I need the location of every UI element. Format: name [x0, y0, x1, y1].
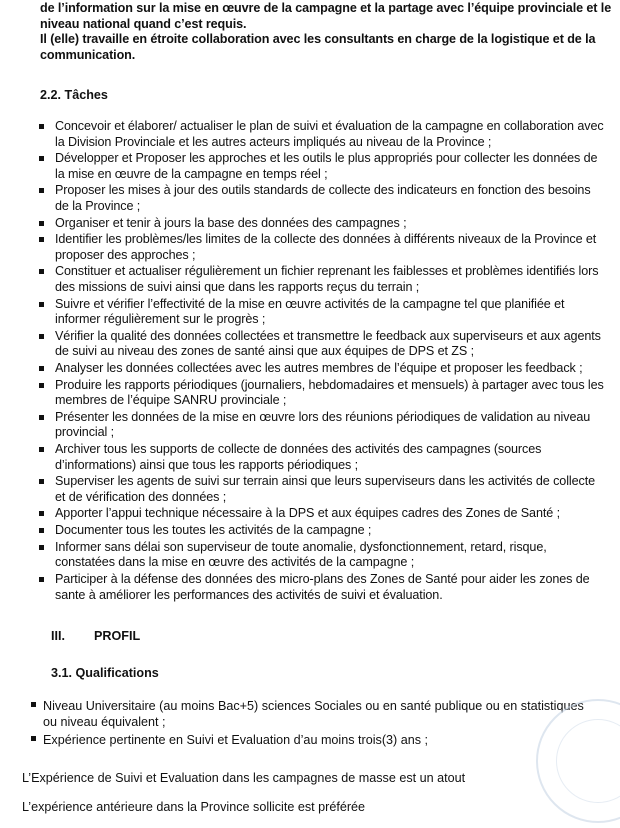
- stamp-ring: [556, 719, 620, 803]
- intro-paragraph: [40, 1, 612, 63]
- bullet-icon: [31, 736, 36, 741]
- qualification-item: Niveau Universitaire (au moins Bac+5) sciences Sociales ou en santé publique ou en statistiques ou niveau équivalent ;: [31, 698, 601, 730]
- task-item: Documenter tous les toutes les activités de la campagne ;: [37, 523, 607, 539]
- bullet-icon: [39, 334, 44, 339]
- bullet-icon: [39, 302, 44, 307]
- task-item: Apporter l’appui technique nécessaire à la DPS et aux équipes cadres des Zones de Santé ;: [37, 506, 607, 522]
- profil-heading: PROFIL: [94, 629, 141, 643]
- task-item: Suivre et vérifier l’effectivité de la mise en œuvre activités de la campagne tel que planifiée et informer régulièrement sur le progrès ;: [37, 297, 607, 328]
- bullet-icon: [39, 124, 44, 129]
- bullet-icon: [39, 188, 44, 193]
- task-item: Développer et Proposer les approches et les outils le plus appropriés pour collecter les données de la mise en œuvre de la campagne en temps réel ;: [37, 151, 607, 182]
- bullet-icon: [39, 415, 44, 420]
- task-item: Superviser les agents de suivi sur terrain ainsi que leurs superviseurs dans les activités de collecte et de vérification des données ;: [37, 474, 607, 505]
- note-line: L’expérience antérieure dans la Province sollicite est préférée: [22, 800, 366, 814]
- bullet-icon: [39, 511, 44, 516]
- task-item: Organiser et tenir à jours la base des données des campagnes ;: [37, 216, 607, 232]
- bullet-icon: [39, 479, 44, 484]
- tasks-list: [37, 119, 607, 604]
- task-item: Constituer et actualiser régulièrement un fichier reprenant les faiblesses et problèmes identifiés lors des missions de suivi ainsi que dans les rapports reçus du terrain ;: [37, 264, 607, 295]
- task-item: Informer sans délai son superviseur de toute anomalie, dysfonctionnement, retard, risque, constatées dans la mise en œuvre des activités de la campagne ;: [37, 540, 607, 571]
- task-item: Archiver tous les supports de collecte de données des activités des campagnes (sources d’informations) ainsi que tous les rapports périodiques ;: [37, 442, 607, 473]
- bullet-icon: [39, 447, 44, 452]
- bullet-icon: [39, 577, 44, 582]
- task-item: Analyser les données collectées avec les autres membres de l’équipe et proposer les feedback ;: [37, 361, 607, 377]
- task-item: Présenter les données de la mise en œuvre lors des réunions périodiques de validation au niveau provincial ;: [37, 410, 607, 441]
- task-item: Identifier les problèmes/les limites de la collecte des données à différents niveaux de la Province et proposer des approches ;: [37, 232, 607, 263]
- task-item: Participer à la défense des données des micro-plans des Zones de Santé pour aider les zones de sante à améliorer les performances des activités de suivi et évaluation.: [37, 572, 607, 603]
- section-numeral: III.: [51, 629, 65, 643]
- qualifications-heading: 3.1. Qualifications: [51, 666, 159, 680]
- bullet-icon: [39, 156, 44, 161]
- bullet-icon: [39, 221, 44, 226]
- intro-line-2: Il (elle) travaille en étroite collaboration avec les consultants en charge de la logistique et de la communication.: [40, 32, 596, 62]
- tasks-heading: 2.2. Tâches: [40, 88, 108, 102]
- qualification-item: Expérience pertinente en Suivi et Evaluation d’au moins trois(3) ans ;: [31, 732, 601, 748]
- intro-line-1: de l’information sur la mise en œuvre de la campagne et la partage avec l’équipe provinciale et le niveau national quand c’est requis.: [40, 1, 612, 31]
- task-item: Concevoir et élaborer/ actualiser le plan de suivi et évaluation de la campagne en collaboration avec la Division Provinciale et les autres acteurs impliqués au niveau de la Province ;: [37, 119, 607, 150]
- bullet-icon: [39, 366, 44, 371]
- qualifications-list: [31, 698, 601, 750]
- bullet-icon: [39, 237, 44, 242]
- bullet-icon: [31, 702, 36, 707]
- task-item: Vérifier la qualité des données collectées et transmettre le feedback aux superviseurs et aux agents de suivi au niveau des zones de santé ainsi que aux équipes de DPS et ZS ;: [37, 329, 607, 360]
- bullet-icon: [39, 528, 44, 533]
- note-line: L’Expérience de Suivi et Evaluation dans les campagnes de masse est un atout: [22, 771, 466, 785]
- bullet-icon: [39, 545, 44, 550]
- task-item: Proposer les mises à jour des outils standards de collecte des indicateurs en fonction des besoins de la Province ;: [37, 183, 607, 214]
- task-item: Produire les rapports périodiques (journaliers, hebdomadaires et mensuels) à partager avec tous les membres de l’équipe SANRU provinciale ;: [37, 378, 607, 409]
- bullet-icon: [39, 269, 44, 274]
- bullet-icon: [39, 383, 44, 388]
